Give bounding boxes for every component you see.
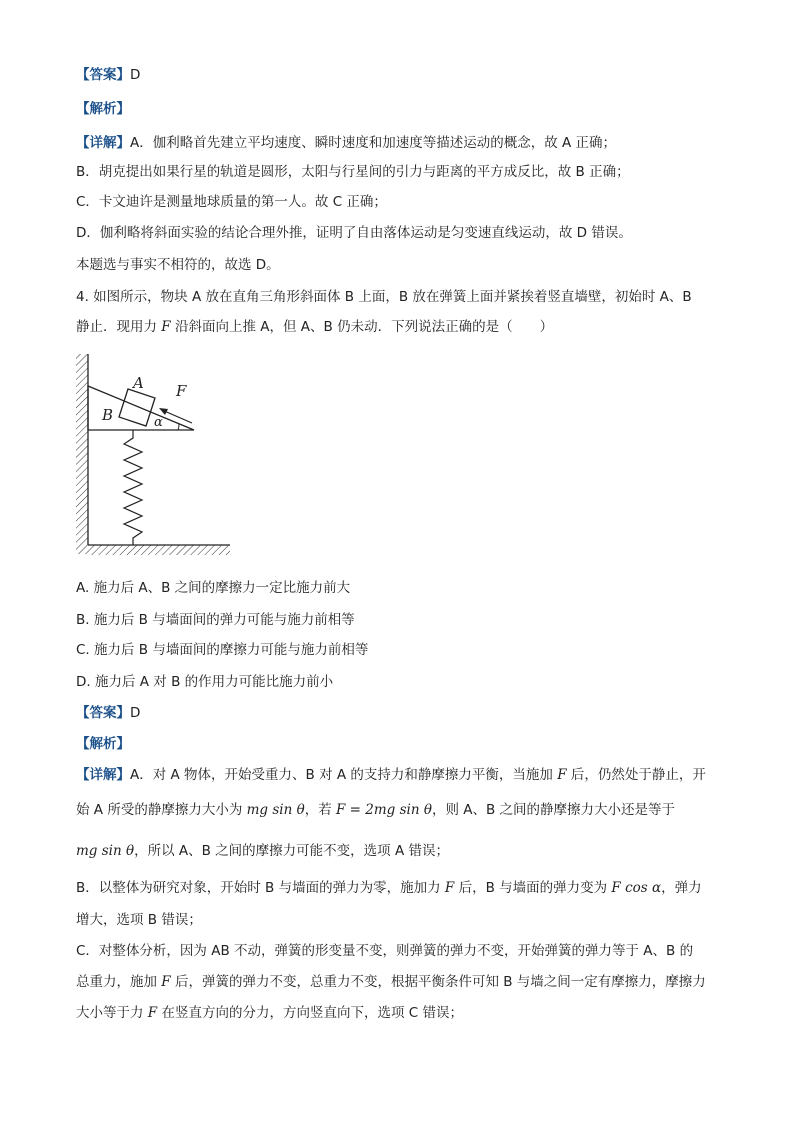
- q4-analysis-b-1: B．以整体为研究对象，开始时 B 与墙面的弹力为零，施加力 F 后，B 与墙面的弹力变为 F cos α，弹力: [76, 880, 702, 896]
- incline-spring-figure: [70, 350, 240, 569]
- q4-analysis-a-2: 始 A 所受的静摩擦力大小为 mg sin θ，若 F = 2mg sin θ，则 A、B 之间的静摩擦力大小还是等于: [76, 802, 676, 818]
- q4-answer-value: D: [130, 705, 141, 721]
- q4-stem-line-1: 4. 如图所示，物块 A 放在直角三角形斜面体 B 上面，B 放在弹簧上面并紧挨着竖直墙壁，初始时 A、B: [76, 289, 692, 305]
- force-arrowhead: [159, 408, 168, 415]
- q4-answer-tag: 【答案】: [76, 705, 130, 721]
- q4-analysis-c-1: C．对整体分析，因为 AB 不动，弹簧的形变量不变，则弹簧的弹力不变，开始弹簧的弹力等于 A、B 的: [76, 943, 694, 959]
- q4-detail-tag: 【详解】: [76, 767, 130, 783]
- q4-analysis-b-2: 增大，选项 B 错误；: [76, 912, 202, 928]
- q3-detail-tag: 【详解】: [76, 135, 130, 151]
- q4-analysis-tag: 【解析】: [76, 736, 130, 752]
- spring: [124, 430, 142, 545]
- q4-force-symbol: F: [161, 319, 171, 335]
- wall-hatch: [76, 354, 88, 554]
- option-d: D. 施力后 A 对 B 的作用力可能比施力前小: [76, 674, 334, 690]
- q3-answer-tag: 【答案】: [76, 67, 130, 83]
- option-a: A. 施力后 A、B 之间的摩擦力一定比施力前大: [76, 580, 351, 596]
- q3-answer-value: D: [130, 67, 141, 83]
- q4-analysis-a-1: 【详解】A．对 A 物体，开始受重力、B 对 A 的支持力和静摩擦力平衡，当施加 F 后，仍然处于静止，开: [76, 767, 706, 783]
- label-alpha: α: [154, 415, 163, 430]
- q4-answer: [76, 704, 140, 722]
- q4-stem-line-2: 静止．现用力 F 沿斜面向上推 A，但 A、B 仍未动．下列说法正确的是（ ）: [76, 319, 554, 335]
- formula-f-equals-2mg-sin-theta: F = 2mg sin θ: [336, 802, 432, 818]
- q3-conclusion: 本题选与事实不相符的，故选 D。: [76, 257, 280, 273]
- q4-analysis-a-3: mg sin θ，所以 A、B 之间的摩擦力可能不变，选项 A 错误；: [76, 843, 449, 859]
- q3-line-d: D．伽利略将斜面实验的结论合理外推，证明了自由落体运动是匀变速直线运动，故 D 错误。: [76, 225, 632, 241]
- label-f: F: [176, 382, 187, 400]
- angle-arc: [178, 424, 179, 430]
- q3-line-b: B．胡克提出如果行星的轨道是圆形，太阳与行星间的引力与距离的平方成反比，故 B 正确；: [76, 164, 630, 180]
- option-c: C. 施力后 B 与墙面间的摩擦力可能与施力前相等: [76, 642, 369, 658]
- q3-answer: [76, 66, 140, 84]
- q3-line-c: C．卡文迪许是测量地球质量的第一人。故 C 正确；: [76, 194, 387, 210]
- formula-mg-sin-theta-2: mg sin θ: [76, 843, 135, 859]
- floor-hatch: [88, 545, 230, 555]
- q4-analysis-c-3: 大小等于力 F 在竖直方向的分力，方向竖直向下，选项 C 错误；: [76, 1005, 463, 1021]
- q4-analysis-c-2: 总重力，施加 F 后，弹簧的弹力不变，总重力不变，根据平衡条件可知 B 与墙之间一定有摩擦力，摩擦力: [76, 974, 706, 990]
- formula-f-cos-alpha: F cos α: [611, 880, 662, 896]
- option-b: B. 施力后 B 与墙面间的弹力可能与施力前相等: [76, 612, 355, 628]
- label-a: A: [133, 374, 144, 392]
- q3-line-a: 【详解】A．伽利略首先建立平均速度、瞬时速度和加速度等描述运动的概念，故 A 正确；: [76, 135, 617, 151]
- block-a: [119, 389, 155, 426]
- label-b: B: [102, 406, 114, 424]
- formula-mg-sin-theta: mg sin θ: [246, 802, 305, 818]
- q3-analysis-tag: 【解析】: [76, 101, 130, 117]
